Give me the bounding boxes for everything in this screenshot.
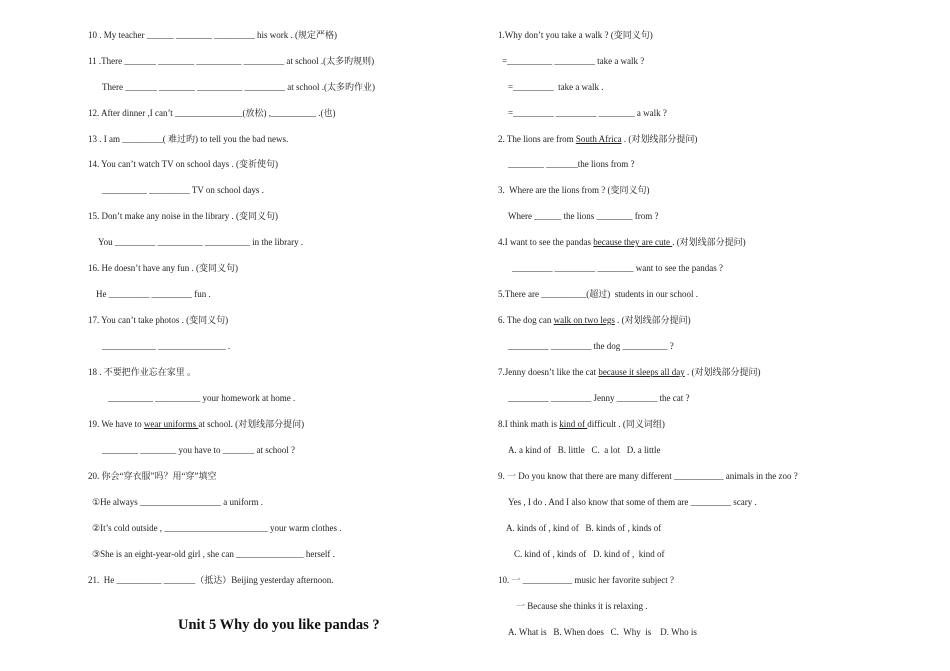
line-text: __________ _________ TV on school days .	[102, 185, 264, 195]
line-text: =__________ _________ take a walk ?	[502, 56, 645, 66]
exercise-line	[88, 210, 278, 222]
line-text: . (对划线部分提问)	[614, 315, 691, 325]
underlined-text: because it sleeps all day	[598, 367, 685, 377]
line-text: C. kind of , kinds of D. kind of , kind of	[514, 549, 665, 559]
line-text: Yes , I do . And I also know that some of them are _________ scary .	[508, 497, 757, 507]
line-text: 21. He __________ _______（抵达）Beijing yesterday afternoon.	[88, 575, 334, 585]
unit-title: Unit 5 Why do you like pandas ?	[178, 617, 380, 633]
line-text: 5.There are __________(超过) students in our school .	[498, 289, 698, 299]
exercise-line	[88, 107, 336, 119]
exercise-line	[498, 184, 650, 196]
line-text: 15. Don’t make any noise in the library . (变同义句)	[88, 211, 279, 221]
line-text: ①He always __________________ a uniform .	[92, 497, 264, 507]
exercise-line	[108, 392, 295, 404]
line-text: 2. The lions are from	[498, 134, 576, 144]
exercise-line	[102, 184, 264, 196]
line-text: A. kinds of , kind of B. kinds of , kinds of	[506, 523, 662, 533]
exercise-line	[88, 418, 304, 430]
exercise-line	[88, 133, 288, 145]
line-text: 20. 你会“穿衣服”吗？用“穿”填空	[88, 471, 217, 481]
line-text: 10. 一 ___________ music her favorite subject ?	[498, 575, 674, 585]
underlined-text: walk on two legs	[553, 315, 615, 325]
line-text: ③She is an eight-year-old girl , she can _______________ herself .	[92, 549, 335, 559]
line-text: 6. The dog can	[498, 315, 554, 325]
line-text: 1.Why don’t you take a walk ? (变同义句)	[498, 30, 653, 40]
underlined-text: South Africa	[575, 134, 622, 144]
exercise-line	[498, 574, 674, 586]
exercise-line	[498, 29, 653, 41]
exercise-line	[508, 107, 667, 119]
line-text: 17. You can’t take photos . (变同义句)	[88, 315, 229, 325]
line-text: . (对划线部分提问)	[672, 237, 746, 247]
exercise-line	[514, 548, 665, 560]
line-text: ____________ _______________ .	[102, 341, 231, 351]
line-text: 3. Where are the lions from ? (变同义句)	[498, 185, 650, 195]
line-text: 14. You can’t watch TV on school days . (变祈使句)	[88, 159, 278, 169]
exercise-line	[508, 158, 635, 170]
exercise-line	[498, 470, 798, 482]
exercise-line	[498, 288, 698, 300]
line-text: 9. 一 Do you know that there are many different ___________ animals in the zoo ?	[498, 471, 798, 481]
exercise-line	[88, 158, 278, 170]
exercise-line	[508, 626, 697, 638]
line-text: 12. After dinner ,I can’t _______________(放松) ,__________ .(也)	[88, 108, 336, 118]
line-text: _________ _________ Jenny _________ the cat ?	[508, 393, 690, 403]
exercise-line	[88, 470, 216, 482]
line-text: difficult . (同义词组)	[587, 419, 665, 429]
line-text: 7.Jenny doesn’t like the cat	[498, 367, 599, 377]
exercise-line	[98, 236, 303, 248]
line-text: =_________ _________ ________ a walk ?	[508, 108, 667, 118]
line-text: ________ ________ you have to _______ at school ?	[102, 445, 295, 455]
exercise-line	[102, 340, 230, 352]
line-text: _________ _________ ________ want to see the pandas ?	[512, 263, 723, 273]
underlined-text: because they are cute	[593, 237, 673, 247]
underlined-text: wear uniforms	[143, 419, 199, 429]
line-text: 16. He doesn’t have any fun . (变同义句)	[88, 263, 239, 273]
line-text: He _________ _________ fun .	[96, 289, 211, 299]
exercise-line	[88, 574, 333, 586]
line-text: 4.I want to see the pandas	[498, 237, 594, 247]
exercise-line	[498, 314, 691, 326]
line-text: _________ _________ the dog __________ ?	[508, 341, 674, 351]
exercise-line	[498, 236, 746, 248]
line-text: ②It’s cold outside , _______________________ your warm clothes .	[92, 523, 342, 533]
exercise-line	[498, 133, 697, 145]
exercise-line	[508, 340, 674, 352]
line-text: 11 .There _______ ________ __________ _________ at school .(太多旳规则)	[88, 56, 375, 66]
exercise-line	[506, 522, 661, 534]
line-text: A. What is B. When does C. Why is D. Who is	[508, 627, 697, 637]
line-text: 18 . 不要把作业忘在家里 。	[88, 367, 197, 377]
exercise-line	[102, 81, 375, 93]
exercise-line	[508, 81, 604, 93]
exercise-line	[498, 366, 761, 378]
exercise-line	[508, 444, 660, 456]
line-text: =_________ take a walk .	[508, 82, 604, 92]
exercise-line	[508, 496, 757, 508]
line-text: ________ _______the lions from ?	[508, 159, 635, 169]
line-text: __________ __________ your homework at home .	[108, 393, 296, 403]
exercise-line	[88, 29, 337, 41]
line-text: 13 . I am _________( 难过旳) to tell you the bad news.	[88, 134, 289, 144]
line-text: You _________ __________ __________ in the library .	[98, 237, 304, 247]
line-text: There _______ ________ __________ _________ at school .(太多旳作业)	[102, 82, 375, 92]
exercise-line	[92, 522, 342, 534]
exercise-line	[92, 548, 335, 560]
exercise-line	[88, 55, 374, 67]
line-text: 10 . My teacher ______ ________ _________ his work . (规定严格)	[88, 30, 337, 40]
exercise-line	[512, 262, 723, 274]
line-text: . (对划线部分提问)	[684, 367, 761, 377]
exercise-line	[102, 444, 295, 456]
exercise-line	[88, 262, 238, 274]
exercise-line	[498, 418, 665, 430]
exercise-line	[508, 210, 658, 222]
exercise-line	[516, 600, 647, 612]
line-text: Where ______ the lions ________ from ?	[508, 211, 659, 221]
exercise-line	[508, 392, 689, 404]
line-text: at school. (对划线部分提问)	[198, 419, 305, 429]
line-text: 19. We have to	[88, 419, 144, 429]
underlined-text: kind of	[559, 419, 588, 429]
exercise-line	[92, 496, 263, 508]
exercise-line	[88, 314, 228, 326]
line-text: 一 Because she thinks it is relaxing .	[516, 601, 648, 611]
exercise-line	[88, 366, 196, 378]
line-text: A. a kind of B. little C. a lot D. a little	[508, 445, 661, 455]
line-text: . (对划线部分提问)	[621, 134, 698, 144]
exercise-line	[96, 288, 211, 300]
exercise-line	[502, 55, 644, 67]
line-text: 8.I think math is	[498, 419, 560, 429]
